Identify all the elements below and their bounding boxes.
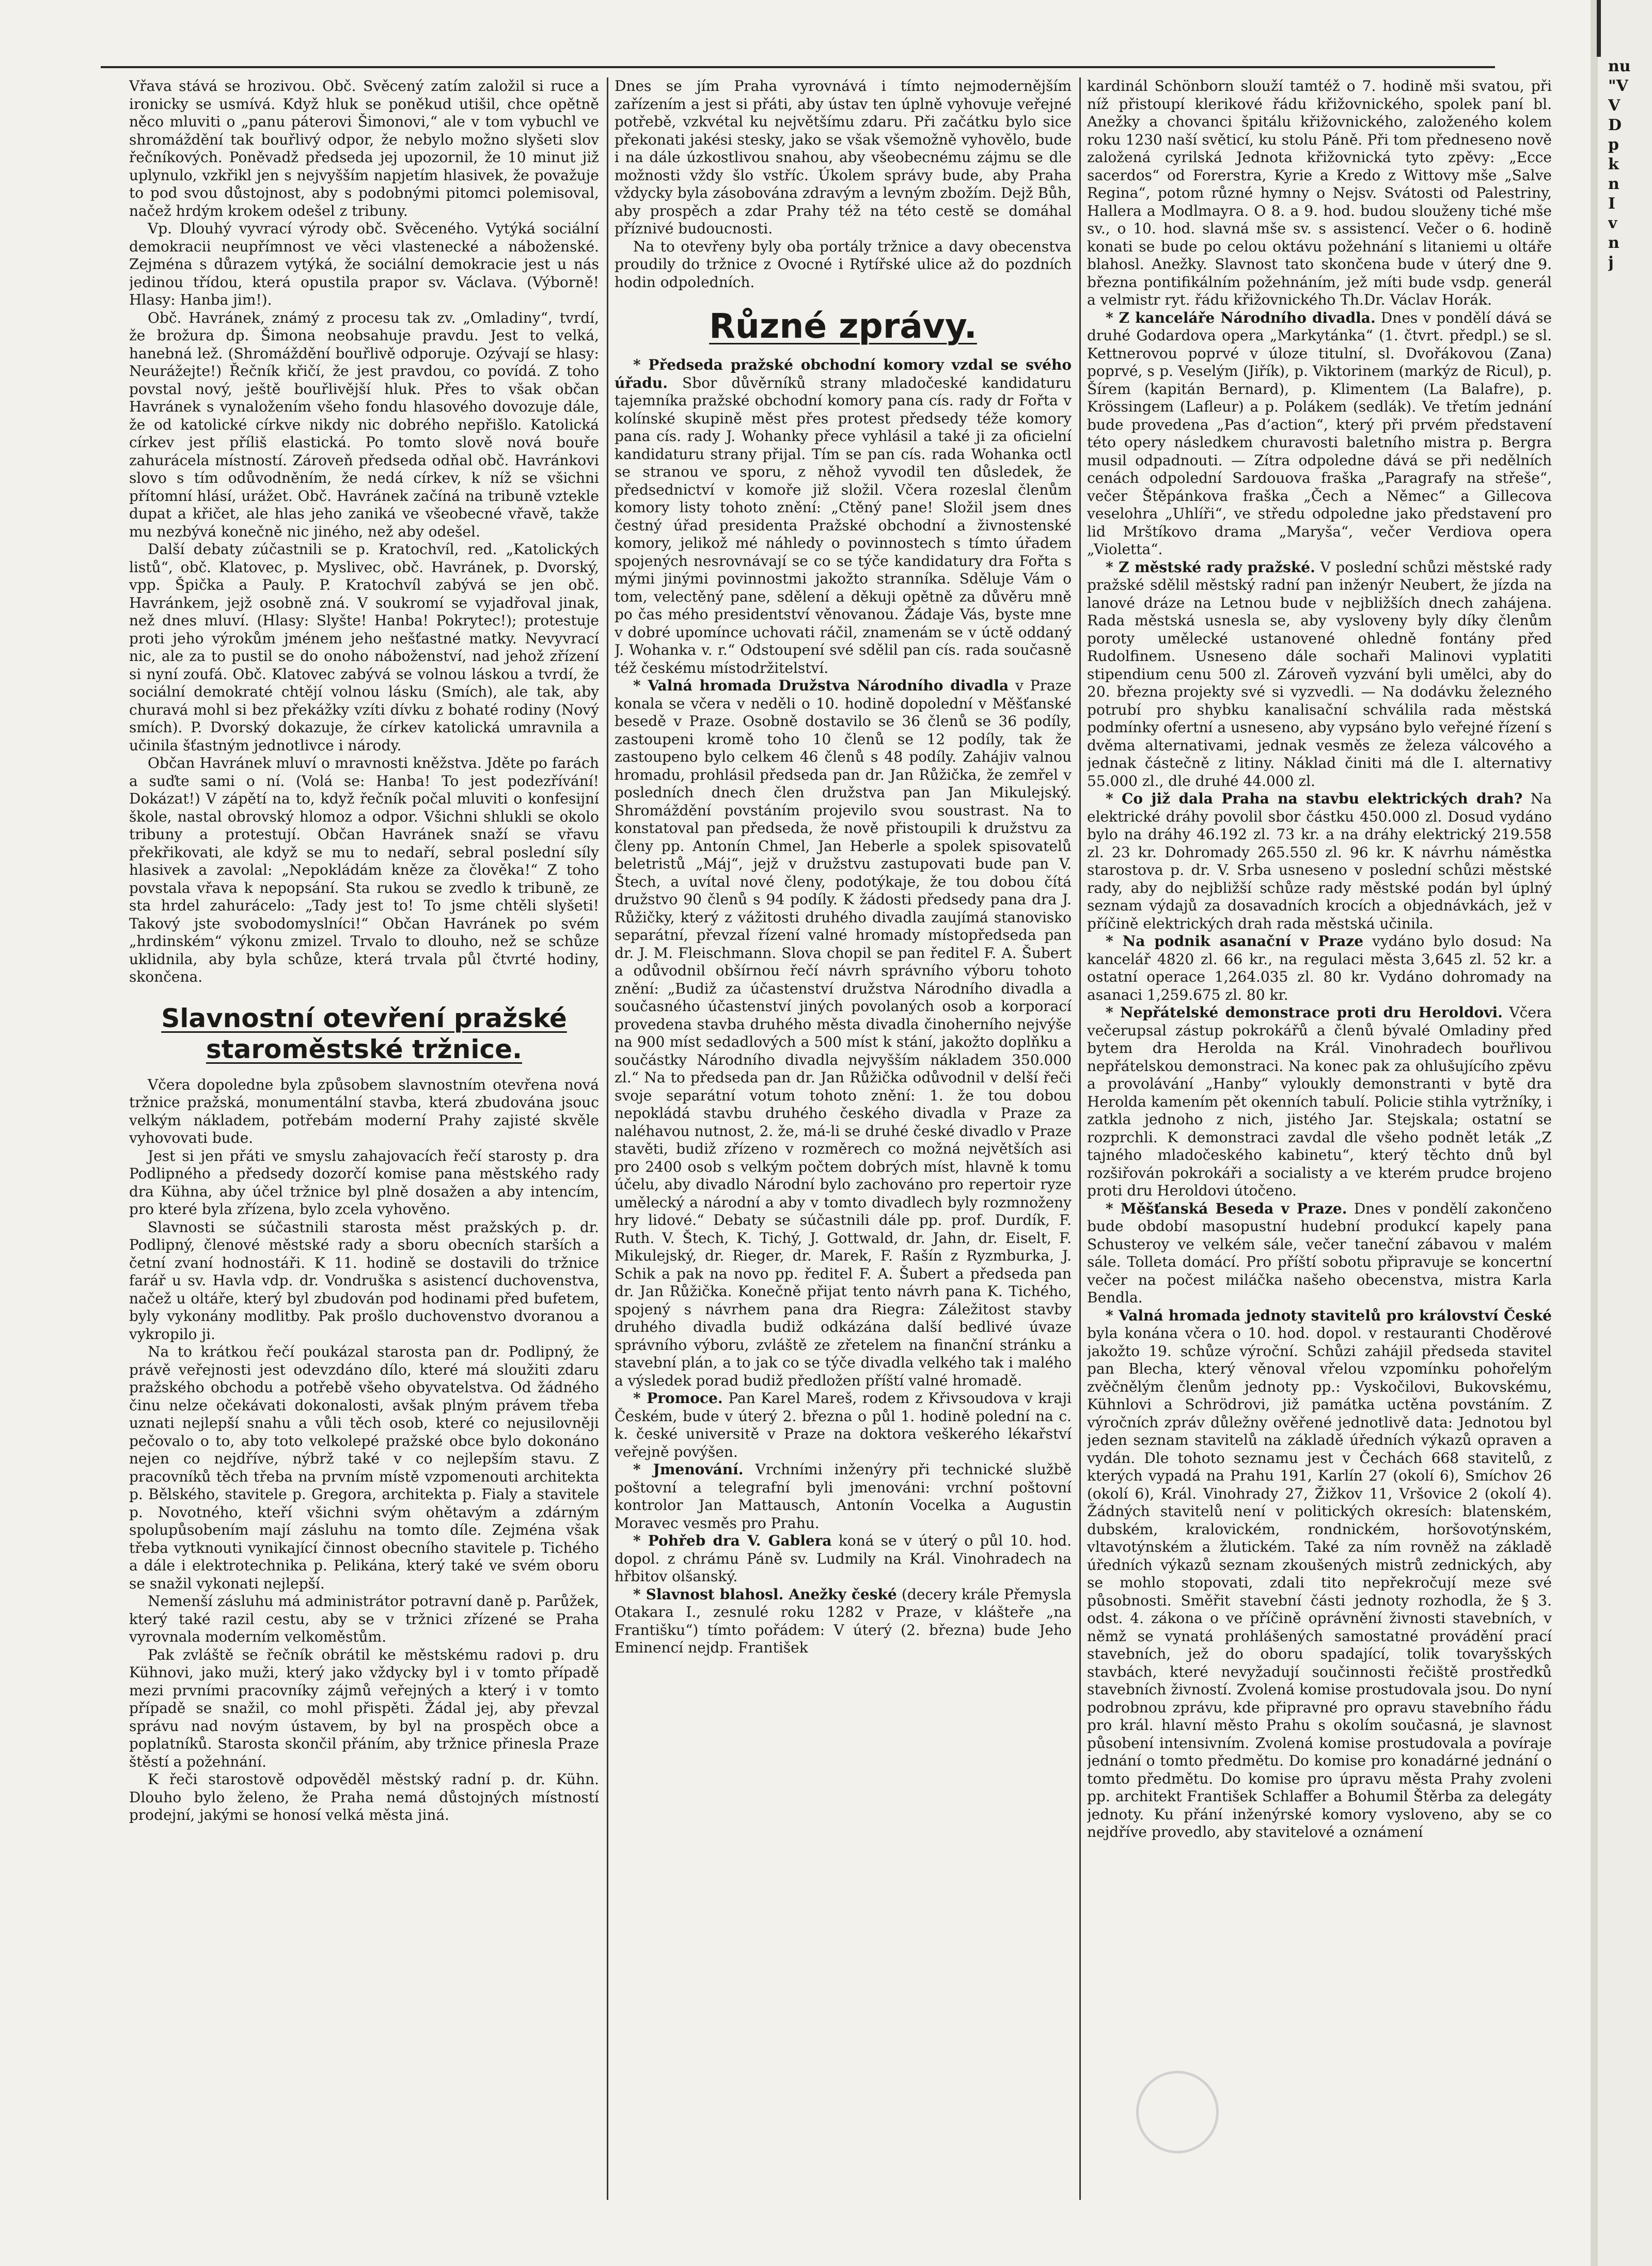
news-item-body: Sbor důvěrníků strany mladočeské kandidaturu tajemníka pražské obchodní komory pana cís. rady dr Fořta v kolínské skupině měst přes protest předsedy téže komory pana cís. rady J. Wohanky přece vyhlásil a také ji za oficielní kandidaturu strany přijal. Tím se pan cís. rada Wohanka octl se stranou ve sporu, z něhož vyvodil ten důsledek, že předsednictví v komoře již složil. Včera rozeslal členům komory listy tohoto znění: „Ctěný pane! Složil jsem dnes čestný úřad presidenta Pražské obchodní a živnostenské komory, jelikož mé náhledy o povinnostech s tímto úřadem spojených nesrovnávají se co se týče kandidatury dra Fořta s mými jinými povinnostmi jakožto stranníka. Sděluje Vám o tom, velectěný pane, sdělení a děkuji opětně za důvěru mně po čas mého presidentství věnovanou. Žádaje Vás, byste mne v dobré upomínce uchovati ráčil, znamenám se v úctě oddaný J. Wohanka v. r.“ Odstoupení své sdělil pan cís. rada současně též českému místodržitelství. <box>615 374 1072 676</box>
paragraph: Pak zvláště se řečník obrátil ke městskému radovi p. dru Kühnovi, jako muži, který jako vždycky byl i v tomto případě mezi prvními pracovníky zájmů veřejných a který i v tomto případě se snažil, co mohl přispěti. Žádal jej, aby převzal správu nad novým ústavem, by byl na prospěch obce a poplatníků. Starosta skončil přáním, aby tržnice přinesla Praze štěstí a požehnání. <box>129 1646 599 1770</box>
paragraph: Jest si jen přáti ve smyslu zahajovacích řečí starosty p. dra Podlipného a předsedy dozorčí komise pana městského rady dra Kühna, aby účel tržnice byl plně dosažen a aby intencím, pro které byla zřízena, bylo zcela vyhověno. <box>129 1147 599 1218</box>
column-left <box>129 77 599 2205</box>
column-divider <box>1079 77 1081 2200</box>
edge-line: D <box>1608 116 1622 134</box>
news-item-heading: * Z městské rady pražské. <box>1106 558 1315 576</box>
news-item <box>1087 1200 1552 1307</box>
paragraph: Vp. Dlouhý vyvrací výrody obč. Svěceného. Vytýká sociální demokracii neupřímnost ve věci vlastenecké a náboženské. Zejména s důrazem vytýká, že sociální demokracie jest u nás jedinou třídou, která opustila prapor sv. Václava. (Výborně! Hlasy: Hanba jim!). <box>129 220 599 308</box>
news-item-body: Pan Karel Mareš, rodem z Křivsoudova v kraji Českém, bude v úterý 2. března o půl 1. hodině polední na c. k. české universitě v Praze na doktora veškerého lékařství veřejně povýšen. <box>615 1390 1072 1460</box>
news-item-body: V poslední schůzi městské rady pražské sdělil městský radní pan inženýr Neubert, že jízda na lanové dráze na Letnou bude v nejbližších dnech zahájena. Rada městská usnesla se, aby vysloveny byly díky členům poroty umělecké ustanovené ohledně fontány před Rudolfinem. Usneseno dále sochaři Malinovi vyplatiti stipendium cenu 500 zl. Zároveň vyzvání byli umělci, aby do 20. března projekty své si vyzvedli. — Na dodávku železného potrubí pro shybku kanalisační schválila rada městská podmínky ofertní a usneseno, aby vypsáno bylo veřejné řízení s dvěma alternativami, jednak vesměs ze železa válcového a jednak částečně z litiny. Náklad činiti má dle I. alternativy 55.000 zl., dle druhé 44.000 zl. <box>1087 558 1552 790</box>
header-rule <box>101 66 1495 68</box>
column-divider <box>607 77 608 2200</box>
news-item-heading: * Valná hromada Družstva Národního divadla <box>633 677 1009 694</box>
news-item-heading: * Nepřátelské demonstrace proti dru Heroldovi. <box>1106 1004 1503 1021</box>
paragraph: kardinál Schönborn slouží tamtéž o 7. hodině mši svatou, při níž přistoupí klerikové řádu křižovnického, spolek paní bl. Anežky a chovanci špitálu křižovnického, založeného kolem roku 1230 naší světicí, ku stolu Páně. Při tom předneseno nově založená cyrilská Jednota křižovnická tyto zpěvy: „Ecce sacerdos“ od Forerstra, Kyrie a Kredo z Wittovy mše „Salve Regina“, potom různé hymny o Nejsv. Svátosti od Palestriny, Hallera a Modlmayra. O 8. a 9. hod. budou slouženy tiché mše sv., o 10. hod. slavná mše sv. s assistencí. Večer o 6. hodině konati se bude po celou oktávu požehnání s litaniemi u oltáře blahosl. Anežky. Slavnost tato skončena bude v úterý dne 9. března pontifikálním požehnáním, jež míti bude vsdp. generál a velmistr ryt. řádu křižovnického Th.Dr. Václav Horák. <box>1087 77 1552 308</box>
news-item-body: Dnes v pondělí dává se druhé Godardova opera „Markytánka“ (1. čtvrt. předpl.) se sl. Kettnerovou poprvé v úloze titulní, sl. Dvořákovou (Zana) poprvé, s p. Veselým (Jiřík), p. Viktorinem (markýz de Ricul), p. Šírem (kapitán Bernard), p. Klimentem (La Balafre), p. Krössingem (Lafleur) a p. Polákem (sedlák). Ve třetím jednání bude provedena „Pas d’action“, který při prvém představení této opery následkem churavosti baletního mistra p. Bergra musil odpadnouti. — Zítra odpoledne dává se při nedělních cenách odpolední Sardouova fraška „Paragrafy na střeše“, večer Štěpánkova fraška „Čech a Němec“ a Gillecova veselohra „Uhlíři“, ve středu odpoledne jako představení pro lid Mrštíkovo drama „Maryša“, večer Verdiova opera „Violetta“. <box>1087 309 1552 558</box>
edge-line: n <box>1608 234 1619 252</box>
binding-mark <box>1597 0 1601 57</box>
news-item <box>1087 309 1552 559</box>
paragraph: Včera dopoledne byla způsobem slavnostním otevřena nová tržnice pražská, monumentální stavba, která zbudována jsouc velkým nákladem, potřebám moderní Prahy zajisté skvěle vyhovovati bude. <box>129 1076 599 1146</box>
news-item-heading: * Valná hromada jednoty stavitelů pro království České <box>1106 1307 1552 1324</box>
edge-line: nu <box>1608 57 1631 75</box>
news-item <box>1087 1307 1552 1842</box>
news-item-body: Vrchními inženýry při technické službě poštovní a telegrafní byli jmenováni: vrchní poštovní kontrolor Jan Mattausch, Antonín Vocelka a Augustin Moravec vesměs pro Prahu. <box>615 1461 1072 1532</box>
news-item <box>615 1390 1072 1461</box>
news-item-body: Dnes v pondělí zakončeno bude období masopustní hudební produkcí kapely pana Schusteroy ve velkém sále, večer taneční zábavou v malém sále. Tolleta domácí. Pro příští sobotu připravuje se koncertní večer na počest miláčka našeho obecenstva, mistra Karla Bendla. <box>1087 1200 1552 1306</box>
adjacent-page <box>1598 0 1652 2266</box>
news-item-body: vydáno bylo dosud: Na kancelář 4820 zl. 66 kr., na regulaci města 3,645 zl. 52 kr. a ostatní operace 1,264.035 zl. 80 kr. Vydáno dohromady na asanaci 1,259.675 zl. 80 kr. <box>1087 933 1552 1003</box>
news-item-heading: * Co již dala Praha na stavbu elektrických drah? <box>1106 790 1523 807</box>
news-item <box>615 1586 1072 1657</box>
edge-line: n <box>1608 175 1619 193</box>
news-item <box>615 677 1072 1390</box>
paragraph: Nemenší zásluhu má administrátor potravní daně p. Parůžek, který také razil cestu, aby se v tržnici zřízené se Praha vyrovnala moderním velkoměstům. <box>129 1593 599 1645</box>
edge-line: v <box>1608 214 1617 232</box>
paragraph: Na to krátkou řečí poukázal starosta pan dr. Podlipný, že právě veřejnosti jest odevzdáno dílo, které má sloužiti zdaru pražského obchodu a potřebě všeho obyvatelstva. Od žádného činu nelze očekávati dokonalosti, avšak plným právem třeba uznati nejlepší snahu a vůli těch osob, které co nejusilovněji pečovalo o to, aby toto velkolepé pražské obce bylo dokonáno nejen co nejdříve, nýbrž také v co nejlepším stavu. Z pracovníků těch třeba na prvním místě vzpomenouti architekta p. Bělského, stavitele p. Gregora, architekta p. Fialy a stavitele p. Novotného, kteří všichni svým ohětavým a zdárným spolupůsobením mají zásluhu na tomto díle. Zejména však třeba vytknouti vynikající činnost obecního stavitele p. Tichého a dále i elektrotechnika p. Pelikána, který také ve svém oboru se snažil vykonati nejlepší. <box>129 1343 599 1592</box>
library-stamp <box>1136 2071 1219 2153</box>
paragraph: Obč. Havránek, známý z procesu tak zv. „Omladiny“, tvrdí, že brožura dp. Šimona neobsahuje pravdu. Jest to velká, hanebná lež. (Shromáždění bouřlivě odporuje. Ozývají se hlasy: Neurážejte!) Řečník křičí, že jest pravdou, co povídá. Z toho povstal nový, ještě bouřlivější hluk. Přes to však občan Havránek s vynaložením všeho fondu hlasového dovozuje dále, že od katolické církve nikdy nic dobrého nepřišlo. Katolická církev jest příliš elastická. Po tomto slově nová bouře zahurácela místností. Zároveň předseda odňal obč. Havránkovi slovo s tím odůvodněním, že nedá církev, k níž se všichni přítomní hlásí, urážet. Obč. Havránek začíná na tribuně vztekle dupat a křičet, ale hlas jeho zaniká ve všeobecné vřavě, takže mu nezbývá konečně nic jiného, než aby odešel. <box>129 309 599 540</box>
news-item <box>615 1461 1072 1532</box>
news-item-heading: * Jmenování. <box>633 1461 744 1478</box>
edge-line: V <box>1608 97 1620 115</box>
section-title: Různé zprávy. <box>709 306 977 346</box>
adjacent-page-text <box>1608 57 1652 273</box>
column-right <box>1087 77 1552 2205</box>
edge-line: j <box>1608 254 1614 272</box>
news-item-body: Včera večerupsal zástup pokrokářů a členů bývalé Omladiny před bytem dra Herolda na Král. Vinohradech bouřlivou nepřátelskou demonstraci. Na konec pak za ohlušujícího zpěvu a provolávání „Hanby“ vyloukly demonstranti v bytě dra Herolda kamením pět okenních tabulí. Policie stihla vytržníky, i zatkla jednoho z nich, jistého Jar. Stejskala; ostatní se rozprchli. K demonstraci zavdal dle všeho podnět leták „Z tajného mladočeského kabinetu“, který těchto dnů byl rozšiřován pokrokáři a socialisty a ve kterém prudce brojeno proti dru Heroldovi útočeno. <box>1087 1004 1552 1199</box>
news-item <box>1087 559 1552 791</box>
news-item-heading: * Pohřeb dra V. Gablera <box>633 1532 832 1549</box>
news-item-heading: * Předseda pražské obchodní komory vzdal se svého úřadu. <box>615 356 1072 391</box>
adjacent-page-edge <box>1591 0 1652 2266</box>
edge-line: p <box>1608 136 1619 154</box>
news-item-body: byla konána včera o 10. hod. dopol. v restauranti Choděrové jakožto 19. schůze výroční. Schůzi zahájil předseda stavitel pan Blecha, který věnoval vřelou vzpomínku pohořelým zvěčnělým členům jednoty pp.: Vyskočilovi, Bukovskému, Kühnlovi a Schrödrovi, již památka uctěna povstáním. Z výročních zpráv důležny ověřené jednotlivě data: Jednotou byl jeden seznam stavitelů na základě úředních výkazů opraven a vydán. Dle tohoto seznamu jest v Čechách 668 stavitelů, z kterých vypadá na Prahu 191, Karlín 27 (okolí 6), Smíchov 26 (okolí 6), Král. Vinohrady 27, Žižkov 11, Vršovice 2 (okolí 4). Žádných stavitelů není v politických okresích: blatenském, dubském, kralovickém, rondnickém, horšovotýnském, vltavotýnském a žlutickém. Také za ním rovněž na základě úředních výkazů seznam zkoušených mistrů zednických, aby se mohlo stopovati, zdali tito nepřekročují meze své působnosti. Směřit stavební části jednoty rozhodla, že § 3. odst. 4. zákona o ve příčině oprávnění živnosti stavebních, v němž se vynatá prohlášených samostatné provádění prací stavebních, jež do oboru spadající, tolik tovaryšských stavbách, které nevyžadují součinnosti řečiště prostředků stavebních živností. Zvolená komise prostudovala jsou. Do nyní podrobnou zprávu, kde připravné pro opravu stavebního řádu pro král. hlavní město Prahu s okolím současná, je slavnost působení intensivním. Zvolená komise prostudovala a povíraje jednání o tomto předmětu. Do komise pro konadárné jednání o tomto předmětu. Do komise pro úpravu města Prahy zvoleni pp. architekt František Schlaffer a Bohumil Štěrba za delegáty jednoty. Ku přání inženýrské komory vysloveno, aby se co nejdříve provedlo, aby stavitelové a oznámení <box>1087 1325 1552 1840</box>
news-item-heading: * Slavnost blahosl. Anežky české <box>633 1585 897 1603</box>
news-item <box>1087 790 1552 933</box>
news-item <box>615 356 1072 677</box>
article-headline: Slavnostní otevření pražské staroměstské tržnice. <box>161 1003 567 1064</box>
paragraph: Na to otevřeny byly oba portály tržnice a davy obecenstva proudily do tržnice z Ovocné i Rytířské ulice až do pozdních hodin odpoledních. <box>615 238 1072 291</box>
news-item-body: v Praze konala se včera v neděli o 10. hodině dopolední v Měšťanské besedě v Praze. Osobně dostavilo se 36 členů se 36 podíly, zastoupeni kromě toho 10 členů se 12 podíly, tak že zastoupeno bylo celkem 46 členů s 48 podíly. Zahájiv valnou hromadu, prohlásil předseda pan dr. Jan Růžička, že zemřel v posledních dnech člen družstva pan Jan Mikulejský. Shromáždění povstáním projevilo svou soustrast. Na to konstatoval pan předseda, že nově přistoupili k družstvu za členy pp. Antonín Chmel, Jan Heberle a spolek spisovatelů beletristů „Máj“, jejž v družstvu zastupovati bude pan V. Štech, a uvítal nové členy, podotýkaje, že tou dobou čítá družstvo 90 členů s 94 podíly. K žádosti předsedy pana dra J. Růžičky, který z vážitosti druhého divadla zaujímá stanovisko separátní, převzal řízení valné hromady místopředseda pan dr. J. M. Fleischmann. Slova chopil se pan ředitel F. A. Šubert a odůvodnil obšírnou řečí návrh správního výboru tohoto znění: „Budiž za účastenství družstva Národního divadla a současného účastenství jiných povolaných osob a korporací provedena stavba druhého města divadla činoherního nejvýše na 900 míst sedadlových a 500 míst k stání, jakožto doplňku a součástky Národního divadla nejvyšším nákladem 350.000 zl.“ Na to předseda pan dr. Jan Růžička odůvodnil v delší řeči svoje separátní votum tohoto znění: 1. že tou dobou nepokládá stavbu druhého českého divadla v Praze za naléhavou nutnost, 2. že, má-li se druhé české divadlo v Praze stavěti, budiž zřízeno v rozměrech co možná největších asi pro 2400 osob s velkým počtem dobrých míst, hlavně k tomu účelu, aby divadlo Národní bylo zachováno pro repertoir ryze umělecký a národní a aby v tomto divadlech byly rozmnoženy hry lidové.“ Debaty se súčastnili dále pp. prof. Durdík, F. Ruth. V. Štech, K. Tichý, J. Gottwald, dr. Jahn, dr. Eiselt, F. Mikulejský, dr. Rieger, dr. Marek, F. Rašín z Ryzmburka, J. Schik a pak na novo pp. ředitel F. A. Šubert a předseda pan dr. Jan Růžička. Konečně přijat tento návrh pana K. Tichého, spojený s návrhem pana dra Riegra: Záležitost stavby druhého divadla budiž odkázána další bedlivé úvaze správního výboru, zvláště ze zřetelem na finanční stránku a stavební plán, a to jak co se týče divadla velkého tak i malého a výsledek porad budiž předložen příští valné hromadě. <box>615 677 1072 1389</box>
paragraph: Dnes se jím Praha vyrovnává i tímto nejmodernějším zařízením a jest si přáti, aby ústav ten úplně vyhovuje veřejné potřebě, vzkvétal ku největšímu zdaru. Při začátku bylo sice překonati jakési stesky, jako se však všemožně vyhovělo, bude i na dále úzkostlivou snahou, aby všeobecnému zájmu se dle možnosti vždy šlo vstříc. Úkolem správy bude, aby Praha vždycky byla zásobována zdravým a levným zbožím. Dejž Bůh, aby prospěch a zdar Prahy též na této cestě se domáhal příznivé budoucnosti. <box>615 77 1072 237</box>
paragraph: Další debaty zúčastnili se p. Kratochvíl, red. „Katolických listů“, obč. Klatovec, p. Myslivec, obč. Havránek, p. Dvorský, vpp. Špička a Pauly. P. Kratochvíl zabývá se jen obč. Havránkem, jejž osobně zná. V soukromí se vyjadřoval jinak, než dnes mluví. (Hlasy: Slyšte! Hanba! Pokrytec!); protestuje proti jeho výrokům jménem jeho nešťastné matky. Nevyvrací nic, ale za to pustil se do onoho náboženství, nad jehož zřízení si nyní zoufá. Obč. Klatovec zabývá se volnou láskou a tvrdí, že sociální demokraté chtějí volnou lásku (Smích), ale tak, aby churavá mohl si bez překážky vzíti dívku z bohaté rodiny (Nový smích). P. Dvorský dokazuje, že církev katolická umravnila a učinila šťastným jednotlivce i národy. <box>129 541 599 754</box>
paragraph: K řeči starostově odpověděl městský radní p. dr. Kühn. Dlouho bylo želeno, že Praha nemá důstojných místností prodejní, jakými se honosí velká města jiná. <box>129 1771 599 1823</box>
paragraph: Slavnosti se súčastnili starosta měst pražských p. dr. Podlipný, členové městské rady a sboru obecních starších a četní zvaní hodnostáři. K 11. hodině se dostavili do tržnice farář u sv. Havla vdp. dr. Vondruška s asistencí duchovenstva, načež u oltáře, který byl zbudován pod hodinami před bufetem, byly vykonány modlitby. Pak prošlo duchovenstvo dvoranou a vykropilo ji. <box>129 1218 599 1343</box>
paragraph: Občan Havránek mluví o mravnosti kněžstva. Jděte po farách a suďte sami o ní. (Volá se: Hanba! To jest podezřívání! Dokázat!) V zápětí na to, když řečník počal mluviti o konfesijní škole, nastal obrovský hlomoz a odpor. Všichni shlukli se okolo tribuny a protestují. Občan Havránek snaží se vřavu překřikovati, ale když se mu to nedaří, sebral poslední síly hlasivek a zavolal: „Nepokládám kněze za člověka!“ Z toho povstala vřava k nepopsání. Sta rukou se zvedlo k tribuně, ze sta hrdel zahurácelo: „Tady jest to! To jsme chtěli slyšeti! Takový jste svobodomyslníci!“ Občan Havránek po svém „hrdinském“ výkonu zmizel. Trvalo to dlouho, než se schůze uklidnila, aby byla schůze, která trvala půl čtvrté hodiny, skončena. <box>129 754 599 985</box>
edge-line: "V <box>1608 77 1628 95</box>
news-item-body: Na elektrické dráhy povolil sbor částku 450.000 zl. Dosud vydáno bylo na dráhy 46.192 zl. 73 kr. a na dráhy elektrický 219.558 zl. 23 kr. Dohromady 265.550 zl. 96 kr. K návrhu náměstka starostova p. dr. V. Srba usneseno v poslední schůzi městské rady, aby do nejbližší schůze rady městské podán byl úplný seznam výdajů za dosavadních krocích a objednávkách, jež v příčině elektrických drah rada městská učinila. <box>1087 790 1552 932</box>
news-item <box>615 1532 1072 1586</box>
news-item-body: koná se v úterý o půl 10. hod. dopol. z chrámu Páně sv. Ludmily na Král. Vinohradech na hřbitov olšanský. <box>615 1532 1072 1585</box>
news-item-heading: * Měšťanská Beseda v Praze. <box>1106 1200 1347 1217</box>
news-item-heading: * Promoce. <box>633 1390 723 1407</box>
column-middle <box>615 77 1072 2205</box>
news-item-heading: * Z kanceláře Národního divadla. <box>1106 309 1376 326</box>
paragraph: Vřava stává se hrozivou. Obč. Svěcený zatím založil si ruce a ironicky se usmívá. Když hluk se poněkud utišil, chce opětně něco mluviti o „panu páterovi Šimonovi,“ ale v tom vybuchl ve shromáždění tak bouřlivý odpor, že nebylo možno slyšeti slov řečníkových. Poněvadž předseda jej upozornil, že 10 minut již uplynulo, vzkřikl jen s nejvyšším napjetím hlasivek, že považuje to pod svou důstojnost, aby s podobnými pitomci polemisoval, načež hrdým krokem odešel z tribuny. <box>129 77 599 219</box>
news-item-heading: * Na podnik asanační v Praze <box>1106 933 1364 950</box>
news-item <box>1087 933 1552 1004</box>
news-item-body: (decery krále Přemysla Otakara I., zesnulé roku 1282 v Praze, v klášteře „na Františku“) tímto pořádem: V úterý (2. března) bude Jeho Eminencí nejdp. František <box>615 1585 1072 1656</box>
news-item <box>1087 1004 1552 1200</box>
edge-line: I <box>1608 195 1616 213</box>
edge-line: k <box>1608 155 1619 174</box>
